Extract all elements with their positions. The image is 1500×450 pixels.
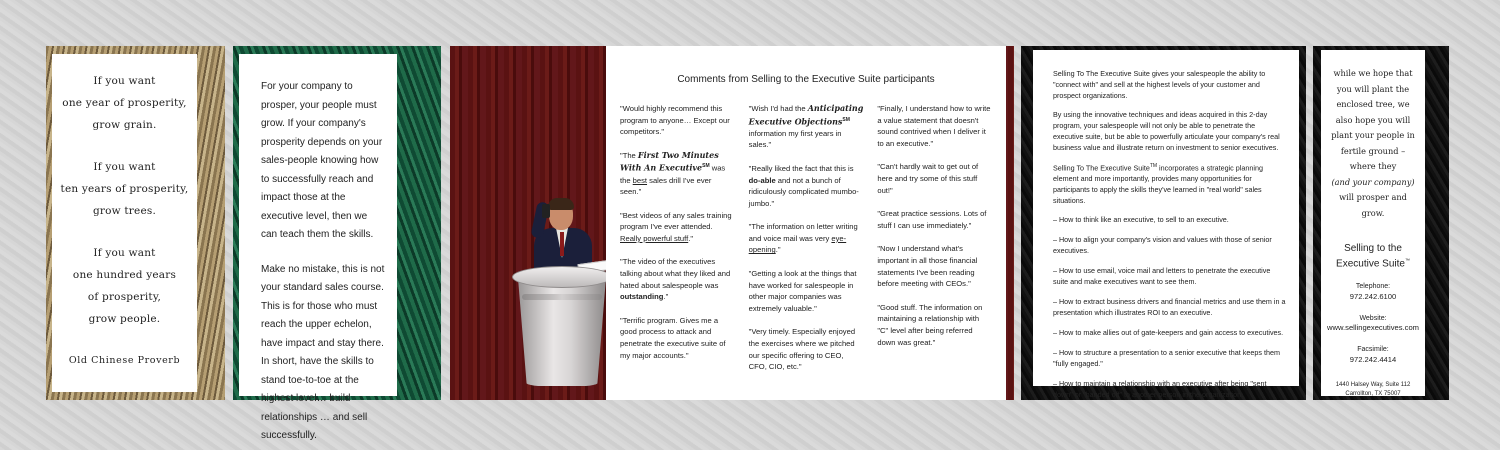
company-title: Selling to the Executive Suite™ [1336, 243, 1410, 270]
program-paragraph: By using the innovative techniques and ideas acquired in this 2-day program, your salespeople will not only be able to penetrate the executive suite, but be able to powerfully articulate your company's real business value and illustrate return on investment to senior executives. [1053, 110, 1280, 152]
list-item: – How to extract business drivers and financial metrics and use them in a presentation which illustrates ROI to an executive. [1053, 297, 1286, 318]
testimonial: "Would highly recommend this program to anyone… Except our competitors." [620, 104, 730, 137]
testimonial: "Wish I'd had the Anticipating Executive Objections℠ information my first years in sales." [748, 103, 864, 150]
address: 1440 Halsey Way, Suite 112 Carrollton, TX 75007 [1335, 381, 1411, 397]
list-item: – How to structure a presentation to a senior executive that keeps them "fully engaged." [1053, 348, 1280, 369]
list-item: – How to align your company's vision and values with those of senior executives. [1053, 235, 1272, 256]
website-label: Website: [1359, 314, 1387, 322]
facsimile-label: Facsimile: [1357, 346, 1389, 354]
testimonial: "Good stuff. The information on maintaining a relationship with "C" level after being referred down was great." [877, 302, 983, 347]
executive-in-pot-image [512, 182, 612, 402]
comments-card [606, 46, 1006, 400]
grain-panel [46, 46, 225, 400]
testimonial: "The information on letter writing and voice mail was very eye-opening." [748, 222, 858, 255]
testimonial: "Now I understand what's important in all those financial statements I've been reading before meeting with CEOs." [877, 244, 978, 289]
contact-panel [1313, 46, 1449, 400]
intro-paragraph: For your company to prosper, your people must grow. If your company's prosperity depends on your sales-people knowing how to successfully reach and impact those at the executive level, then we can teach them the skills. [261, 81, 383, 240]
testimonial: "Really liked the fact that this is do-able and not a bunch of ridiculously complicated mumbo-jumbo." [748, 163, 859, 208]
list-item: – How to think like an executive, to sell to an executive. [1053, 215, 1229, 225]
intro-paragraph: Make no mistake, this is not your standard sales course. This is for those who must reach the upper echelon, have impact and stay there. In short, have the skills to stand toe-to-toe at the highest level… build relationships … and sell successfully. [261, 263, 385, 441]
program-paragraph: Selling To The Executive Suite™ incorporates a strategic planning element and more importantly, provides many opportunities for participants to apply the skills they've learned in "real world" sales situations. [1053, 163, 1263, 206]
proverb-stanza: If you want one year of prosperity, grow grain. [62, 75, 187, 131]
testimonial: "Can't hardly wait to get out of here and try some of this stuff out!" [877, 162, 979, 195]
trees-panel [233, 46, 441, 441]
comments-column-3 [877, 103, 992, 385]
facsimile-value: 972.242.4414 [1349, 354, 1397, 364]
testimonial: "Very timely. Especially enjoyed the exercises where we pitched our specific offering to CEO, CFO, CIO, etc." [748, 327, 856, 372]
testimonial: "Finally, I understand how to write a value statement that doesn't sound contrived when I deliver it to an executive." [877, 104, 991, 148]
testimonial: "The video of the executives talking about what they liked and hated about salespeople was outstanding." [620, 257, 731, 302]
list-item: – How to use email, voice mail and letters to penetrate the executive suite and make executives want to see them. [1053, 266, 1271, 287]
closing-verse: while we hope that you will plant the enclosed tree, we also hope you will plant your people in fertile ground – where they (and your company) will prosper and grow. [1331, 68, 1415, 218]
skills-list [1053, 214, 1287, 400]
testimonial: "Terrific program. Gives me a good process to attack and penetrate the executive suite of my major accounts." [620, 315, 726, 360]
comments-panel [450, 46, 1014, 400]
comments-title: Comments from Selling to the Executive Suite participants [677, 74, 935, 85]
program-paragraph: Selling To The Executive Suite gives your salespeople the ability to "connect with" and sell at the highest levels of your customer and prospect organizations. [1053, 69, 1266, 100]
testimonial: "Great practice sessions. Lots of stuff I can use immediately." [877, 209, 987, 230]
telephone-label: Telephone: [1355, 283, 1391, 291]
intro-card [239, 54, 397, 441]
list-item: – How to make allies out of gate-keepers and gain access to executives. [1053, 328, 1284, 338]
proverb-stanza: If you want ten years of prosperity, grow trees. [60, 161, 189, 217]
website-value: www.sellingexecutives.com [1327, 323, 1420, 333]
testimonial: "Getting a look at the things that have worked for salespeople in other major companies was extremely valuable." [748, 269, 857, 313]
proverb-card [52, 54, 197, 392]
contact-card [1321, 50, 1425, 396]
list-item: – How to maintain a relationship with an executive after being "sent down" or "handed off" to another person in the organization. [1053, 379, 1267, 400]
program-card [1033, 50, 1299, 400]
telephone-value: 972.242.6100 [1349, 291, 1397, 301]
comments-column-1 [620, 103, 735, 385]
testimonial: "Best videos of any sales training program I've ever attended. Really powerful stuff." [620, 210, 732, 243]
phone-icon [542, 204, 550, 218]
testimonial: "The First Two Minutes With An Executive℠ was the best sales drill I've ever seen." [620, 149, 726, 197]
comments-column-2 [749, 103, 864, 385]
flower-pot [512, 266, 612, 388]
proverb-stanza: If you want one hundred years of prosperity, grow people. [72, 247, 177, 325]
program-panel [1021, 46, 1306, 400]
proverb-attribution: Old Chinese Proverb [68, 355, 181, 366]
